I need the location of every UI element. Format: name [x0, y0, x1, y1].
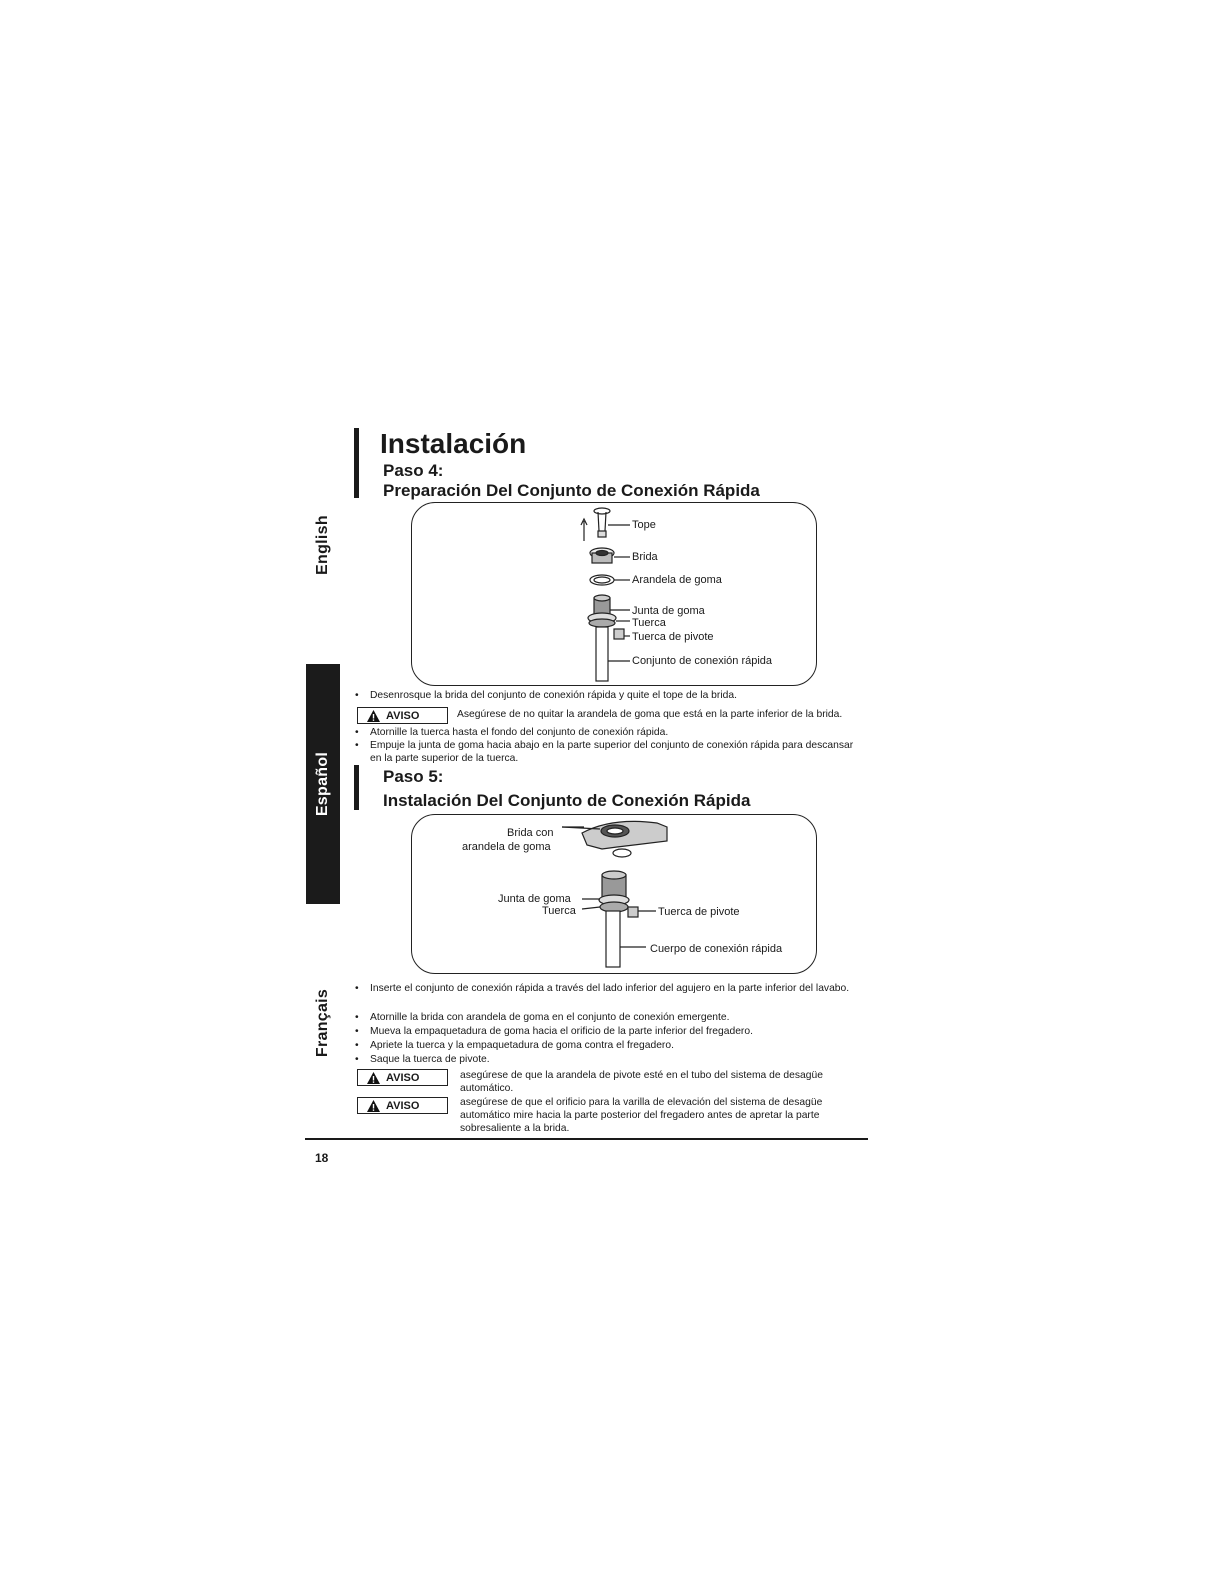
- warning-box: [357, 1069, 448, 1086]
- list-item: [355, 689, 865, 702]
- side-tab-espanol: [306, 664, 340, 904]
- label-junta: Junta de goma: [632, 605, 705, 617]
- page-number: 18: [315, 1151, 329, 1165]
- figure-step4: [411, 502, 817, 686]
- side-tab-francais-label: Français: [314, 988, 331, 1057]
- label-brida-con: Brida con: [507, 827, 554, 839]
- step4-title: Preparación Del Conjunto de Conexión Rápida: [383, 481, 760, 500]
- label-arandela: Arandela de goma: [632, 574, 722, 586]
- warning-label: AVISO: [386, 1071, 420, 1084]
- step4-label: Paso 4:: [383, 461, 444, 480]
- warning-icon: [367, 710, 380, 722]
- label-tuerca-de-pivote: Tuerca de pivote: [658, 906, 740, 918]
- warning-icon: [367, 1072, 380, 1084]
- side-tab-francais: [306, 975, 340, 1070]
- warning-text: Asegúrese de no quitar la arandela de goma que está en la parte inferior de la brida.: [457, 709, 843, 720]
- step5-bullet4: • Apriete la tuerca y la empaquetadura de goma contra el fregadero.: [370, 1040, 674, 1051]
- heading-bar: [354, 765, 359, 810]
- footer-rule: [305, 1138, 868, 1140]
- side-tab-espanol-label: Español: [314, 751, 331, 817]
- step5-bullet2: • Atornille la brida con arandela de goma en el conjunto de conexión emergente.: [370, 1012, 730, 1023]
- list-item: [355, 1011, 865, 1024]
- label-tuerca-pivote: Tuerca de pivote: [632, 631, 714, 643]
- step5-title: Instalación Del Conjunto de Conexión Rápida: [383, 791, 751, 810]
- figure-step5: [411, 814, 817, 974]
- step5-bullet1: • Inserte el conjunto de conexión rápida a través del lado inferior del agujero en la parte inferior del lavabo.: [370, 983, 850, 994]
- list-item: [355, 982, 865, 995]
- step5-label: Paso 5:: [383, 767, 444, 786]
- label-junta-de-goma: Junta de goma: [498, 893, 571, 905]
- list-item: [355, 1053, 865, 1066]
- label-brida: Brida: [632, 551, 658, 563]
- step4-bullet2: • Atornille la tuerca hasta el fondo del conjunto de conexión rápida.: [370, 727, 669, 738]
- list-item: [355, 739, 865, 765]
- label-cuerpo: Cuerpo de conexión rápida: [650, 943, 783, 955]
- list-item: [355, 726, 865, 739]
- list-item: [355, 1025, 865, 1038]
- warning-box: [357, 1097, 448, 1114]
- page-title: Instalación: [380, 428, 527, 459]
- side-tab-english: [306, 505, 340, 585]
- step5-bullet3: • Mueva la empaquetadura de goma hacia el orificio de la parte inferior del fregadero.: [370, 1026, 753, 1037]
- label-conjunto: Conjunto de conexión rápida: [632, 655, 773, 667]
- warning-label: AVISO: [386, 709, 420, 722]
- side-tab-english-label: English: [314, 515, 332, 575]
- step4-bullet1: • Desenrosque la brida del conjunto de conexión rápida y quite el tope de la brida.: [370, 690, 737, 701]
- step5-bullet5: • Saque la tuerca de pivote.: [370, 1054, 490, 1065]
- label-tope: Tope: [632, 519, 656, 531]
- warning-box: [357, 707, 448, 724]
- warning-text: asegúrese de que el orificio para la varilla de elevación del sistema de desagüe automático mire hacia la parte posterior del fregadero antes de apretar la parte sobresaliente a la brida.: [460, 1097, 823, 1134]
- heading-bar: [354, 428, 359, 498]
- label-tuerca: Tuerca: [542, 905, 576, 917]
- warning-text: asegúrese de que la arandela de pivote esté en el tubo del sistema de desagüe automático.: [460, 1070, 823, 1094]
- label-arandela-de-goma: arandela de goma: [462, 841, 551, 853]
- warning-label: AVISO: [386, 1099, 420, 1112]
- step4-bullet3: • Empuje la junta de goma hacia abajo en la parte superior del conjunto de conexión rápida para descansar en la parte superior de la tuerca.: [370, 740, 854, 764]
- warning-icon: [367, 1100, 380, 1112]
- label-tuerca: Tuerca: [632, 617, 666, 629]
- list-item: [355, 1039, 865, 1052]
